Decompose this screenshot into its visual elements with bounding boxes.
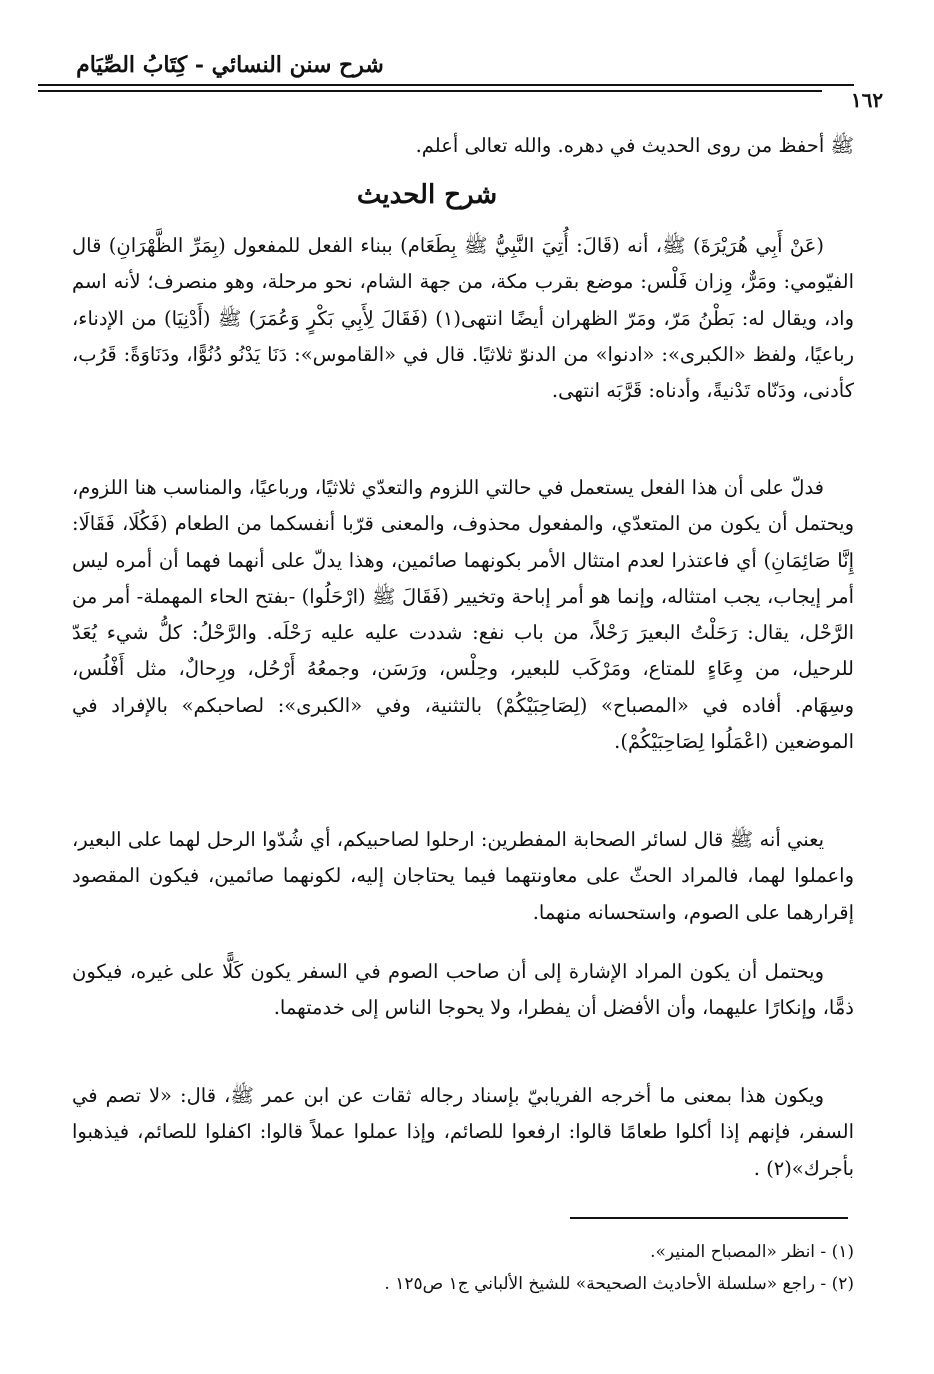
page-number: ١٦٢ bbox=[822, 88, 912, 112]
paragraph-5: ويكون هذا بمعنى ما أخرجه الفريابيّ بإسناد رجاله ثقات عن ابن عمر ﷺ، قال: «لا تصم في السفر، فإنهم إذا أكلوا طعامًا قالوا: ارفعوا للصائم، وإذا عملوا عملاً قالوا: اكفلوا للصائم، فيذهبوا بأجرك»(٢) . bbox=[72, 1084, 854, 1180]
header-rule bbox=[38, 90, 854, 92]
paragraph-3: يعني أنه ﷺ قال لسائر الصحابة المفطرين: ارحلوا لصاحبيكم، أي شُدّوا الرحل لهما على البعير، واعملوا لهما، فالمراد الحثّ على معاونتهما فيما يحتاجان إليه، لكونهما صائمين، فيكون المقصود إقرارهما على الصوم، واستحسانه منهما. bbox=[72, 828, 854, 924]
footnote-2: (٢) - راجع «سلسلة الأحاديث الصحيحة» للشيخ الألباني ج١ ص١٢٥ . bbox=[384, 1274, 854, 1294]
header-rule bbox=[38, 84, 854, 86]
footnote-rule bbox=[570, 1217, 848, 1219]
footnote-1: (١) - انظر «المصباح المنير». bbox=[650, 1242, 854, 1262]
paragraph-4: ويحتمل أن يكون المراد الإشارة إلى أن صاحب الصوم في السفر يكون كَلًّا على غيره، فيكون ذمًّا، وإنكارًا عليهما، وأن الأفضل أن يفطرا، ولا يحوجا الناس إلى خدمتهما. bbox=[72, 960, 854, 1020]
paragraph-2: فدلّ على أن هذا الفعل يستعمل في حالتي اللزوم والتعدّي ثلاثيًا، ورباعيًا، والمناسب هنا اللزوم، ويحتمل أن يكون من المتعدّي، والمفعول محذوف، والمعنى قرّبا أنفسكما من الطعام (فَكُلَا، فَقَالَا: إِنَّا صَائِمَانِ) أي فاعتذرا لعدم امتثال الأمر بكونهما صائمين، وهذا يدلّ على أنهما فهما أن أمره ليس أمر إيجاب، يجب امتثاله، وإنما هو أمر إباحة وتخيير (فَقَالَ ﷺ (ارْحَلُوا) -بفتح الحاء المهملة- أمر من الرَّحْل، يقال: رَحَلْتُ البعيرَ رَحْلاً، من باب نفع: شددت عليه عليه رَحْلَه. والرَّحْلُ: كلُّ شيء يُعَدّ للرحيل، من وِعَاءٍ للمتاع، ومَرْكَب للبعير، وحِلْس، ورَسَن، وجمعُهُ أَرْحُل، ورِحالٌ، مثل أَفْلُس، وسِهَام. أفاده في «المصباح» (لِصَاحِبَيْكُمْ) بالتثنية، وفي «الكبرى»: لصاحبكم» بالإفراد في الموضعين (اعْمَلُوا لِصَاحِبَيْكُمْ). bbox=[72, 476, 854, 754]
intro-line: ﷺ أحفظ من روى الحديث في دهره. والله تعالى أعلم. bbox=[415, 134, 854, 157]
paragraph-1: (عَنْ أَبِي هُرَيْرَةَ) ﷺ، أنه (قَالَ: أُتِيَ النَّبِيُّ ﷺ بِطَعَام) ببناء الفعل للمفعول (بِمَرِّ الظَّهْرَانِ) قال الفيّومي: ومَرٌّ، وِزان فَلْس: موضع بقرب مكة، من جهة الشام، نحو مرحلة، وهو منصرف؛ لأنه اسم واد، ويقال له: بَطْنُ مَرّ، ومَرّ الظهران أيضًا انتهى(١) (فَقَالَ لِأَبِي بَكْرٍ وَعُمَرَ) ﷺ (أَدْنِيَا) من الإدناء، رباعيًا، ولفظ «الكبرى»: «ادنوا» من الدنوّ ثلاثيًا. قال في «القاموس»: دَنَا يَدْنُو دُنُوًّا، ودَنَاوَةً: قَرُب، كأدنى، ودَنّاه تَدْنيةً، وأدناه: قَرَّبَه انتهى. bbox=[72, 234, 854, 403]
running-title: شرح سنن النسائي - كِتَابُ الصِّيَام bbox=[76, 52, 384, 78]
section-heading: شرح الحديث bbox=[356, 180, 498, 210]
footnotes bbox=[72, 1236, 854, 1300]
